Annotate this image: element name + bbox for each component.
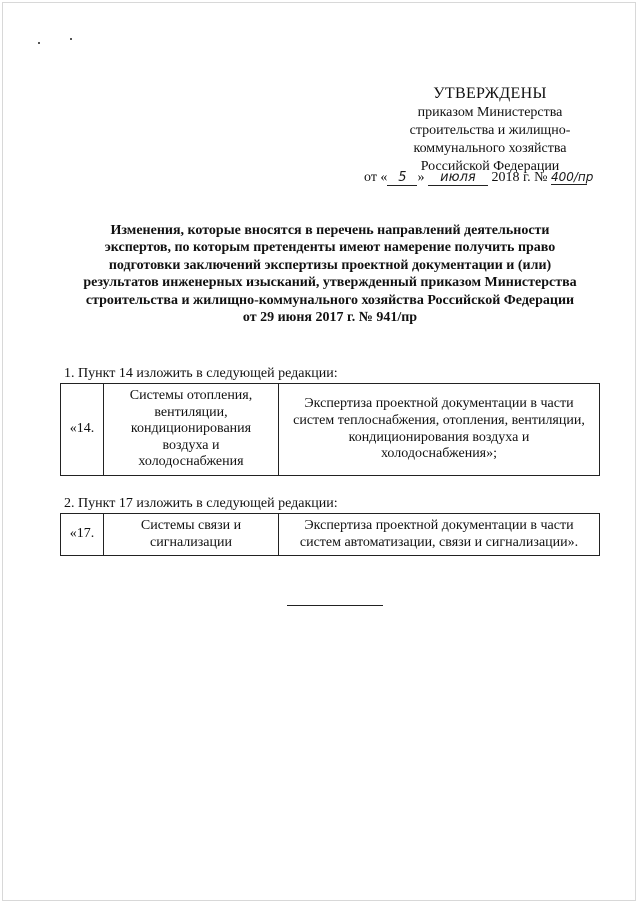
handwritten-order-number: 400/пр xyxy=(550,170,594,184)
title-line: экспертов, по которым претенденты имеют намерение получить право xyxy=(104,240,556,256)
system-line: вентиляции, xyxy=(154,404,228,420)
description-line: кондиционирования воздуха и xyxy=(348,429,530,445)
approval-line: строительства и жилищно- xyxy=(409,123,571,138)
handwritten-month: июля xyxy=(428,170,488,186)
approval-line: приказом Министерства xyxy=(417,105,563,120)
title-line: подготовки заключений экспертизы проектной документации и (или) xyxy=(108,257,552,273)
approval-line: коммунального хозяйства xyxy=(413,141,567,156)
closing-rule xyxy=(287,605,383,606)
amendment-table-17 xyxy=(60,513,600,556)
title-line: строительства и жилищно-коммунального хозяйства Российской Федерации xyxy=(85,292,575,308)
description-line: систем теплоснабжения, отопления, вентиляции, xyxy=(293,412,585,428)
scan-speck xyxy=(70,38,72,40)
title-line: от 29 июня 2017 г. № 941/пр xyxy=(242,310,418,326)
system-line: холодоснабжения xyxy=(138,454,244,470)
title-line: результатов инженерных изысканий, утвержденный приказом Министерства xyxy=(83,275,577,291)
system-line: Системы связи и xyxy=(140,517,242,533)
amendment-table-14 xyxy=(60,383,600,476)
description-line: Экспертиза проектной документации в части xyxy=(304,517,574,533)
section-heading: 2. Пункт 17 изложить в следующей редакции: xyxy=(64,496,338,511)
system-line: Системы отопления, xyxy=(129,388,253,404)
approval-block xyxy=(370,84,610,176)
scan-speck xyxy=(38,42,40,44)
approval-heading: УТВЕРЖДЕНЫ xyxy=(433,85,547,102)
system-cell xyxy=(104,514,279,556)
description-line: холодоснабжения»; xyxy=(380,446,498,462)
handwritten-day: 5 xyxy=(387,170,417,186)
description-line: систем автоматизации, связи и сигнализации». xyxy=(299,534,579,550)
description-cell xyxy=(279,384,600,476)
system-line: воздуха и xyxy=(162,437,220,453)
document-title xyxy=(56,222,604,326)
date-mid: » xyxy=(417,170,425,185)
item-number-cell: «17. xyxy=(61,514,104,556)
item-number-cell: «14. xyxy=(61,384,104,476)
system-cell xyxy=(104,384,279,476)
date-year: 2018 г. № xyxy=(491,170,548,185)
system-line: сигнализации xyxy=(150,534,232,550)
title-line: Изменения, которые вносятся в перечень направлений деятельности xyxy=(110,223,550,238)
approval-line: Российской Федерации xyxy=(420,159,560,174)
table-row xyxy=(61,514,600,556)
order-date-line xyxy=(364,170,624,186)
system-line: кондиционирования xyxy=(130,421,252,437)
section-heading: 1. Пункт 14 изложить в следующей редакции: xyxy=(64,366,338,381)
date-prefix: от « xyxy=(364,170,388,185)
description-line: Экспертиза проектной документации в части xyxy=(304,396,574,412)
description-cell xyxy=(279,514,600,556)
table-row xyxy=(61,384,600,476)
